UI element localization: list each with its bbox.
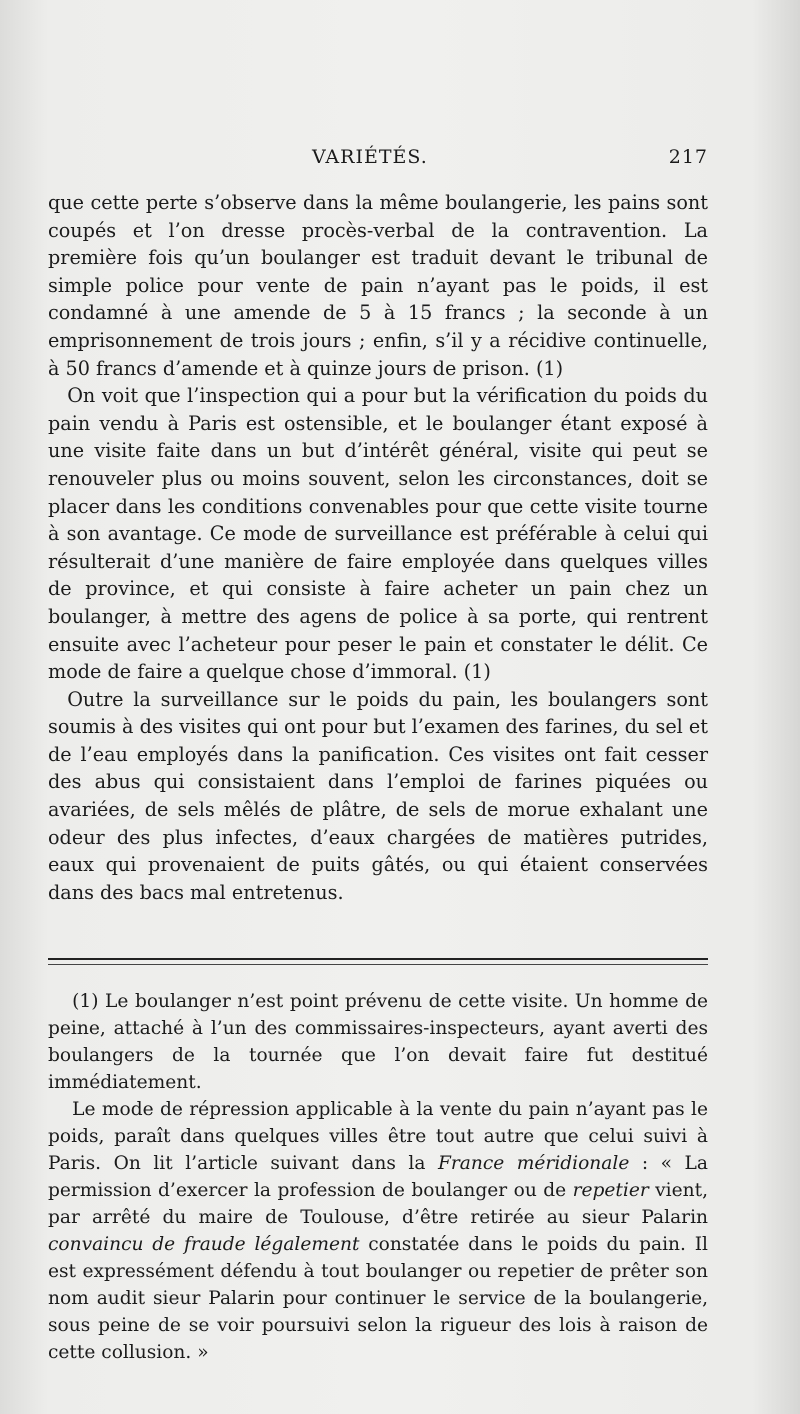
paragraph-3: Outre la surveillance sur le poids du pain, les boulangers sont soumis à des visites qui ont pour but l’examen des farines, du sel et de l’eau employés dans la panification. Ces visites ont fait cesser des abus qui consistaient dans l’emploi de farines piquées ou avariées, de sels mêlés de plâtre, de sels de morue exhalant une odeur des plus infectes, d’eaux chargées de matières putrides, eaux qui provenaient de puits gâtés, ou qui étaient conservées dans des bacs mal entretenus. bbox=[48, 687, 708, 904]
running-title: VARIÉTÉS. bbox=[312, 146, 428, 168]
footnote-2-text-b: : « La permission d’exercer la profession de boulanger ou de bbox=[48, 1153, 708, 1201]
footnote-1: (1) Le boulanger n’est point prévenu de cette visite. Un homme de peine, attaché à l’un des commissaires-inspecteurs, ayant averti des boulangers de la tournée que l’on devait faire fut destitué immédiatement. bbox=[48, 991, 708, 1093]
footnote-2-text-c: vient, par arrêté du maire de Toulouse, d’être retirée au sieur Palarin bbox=[48, 1180, 708, 1228]
paragraph-2: On voit que l’inspection qui a pour but la vérification du poids du pain vendu à Paris est ostensible, et le boulanger étant exposé à une visite faite dans un but d’intérêt général, visite qui peut se renouveler plus ou moins souvent, selon les circonstances, doit se placer dans les conditions convenables pour que cette visite tourne à son avantage. Ce mode de surveillance est préférable à celui qui résulterait d’une manière de faire employée dans quelques villes de province, et qui consiste à faire acheter un pain chez un boulanger, à mettre des agens de police à sa porte, qui rentrent ensuite avec l’acheteur pour peser le pain et constater le délit. Ce mode de faire a quelque chose d’immoral. (1) bbox=[48, 384, 708, 684]
footnote-2 bbox=[48, 1096, 708, 1366]
page-header bbox=[48, 146, 708, 176]
footnote-2-text-d: constatée dans le poids du pain. Il est expressément défendu à tout boulanger ou repetier de prêter son nom audit sieur Palarin pour continuer le service de la boulangerie, sous peine de se voir poursuivi selon la rigueur des lois à raison de cette collusion. » bbox=[48, 1234, 708, 1363]
emphasis-fraud: convaincu de fraude légalement bbox=[48, 1234, 360, 1255]
main-text bbox=[48, 189, 708, 906]
footnote-separator-thin bbox=[48, 964, 708, 965]
page-number: 217 bbox=[668, 146, 708, 168]
paragraph-1: que cette perte s’observe dans la même boulangerie, les pains sont coupés et l’on dresse procès-verbal de la contravention. La première fois qu’un boulanger est traduit devant le tribunal de simple police pour vente de pain n’ayant pas le poids, il est condamné à une amende de 5 à 15 francs ; la seconde à un emprisonnement de trois jours ; enfin, s’il y a récidive continuelle, à 50 francs d’amende et à quinze jours de prison. (1) bbox=[48, 191, 708, 380]
footnote-separator-thick bbox=[48, 958, 708, 960]
newspaper-title: France méridionale bbox=[438, 1153, 630, 1174]
term-repetier: repetier bbox=[572, 1180, 649, 1201]
footnotes bbox=[48, 988, 708, 1366]
footnote-2-text-a: Le mode de répression applicable à la vente du pain n’ayant pas le poids, paraît dans quelques villes être tout autre que celui suivi à Paris. On lit l’article suivant dans la bbox=[48, 1099, 708, 1174]
